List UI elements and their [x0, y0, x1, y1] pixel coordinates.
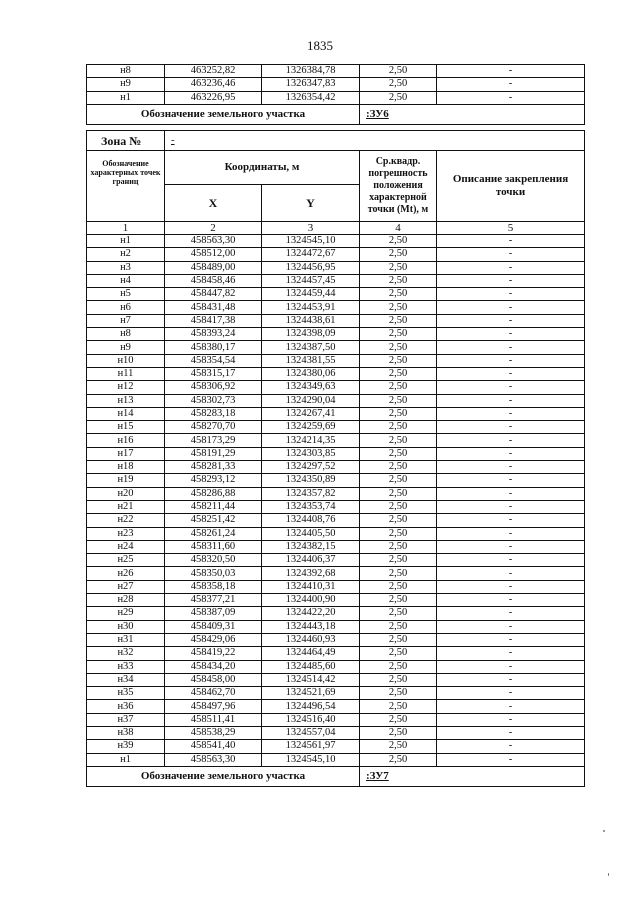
description-cell: -: [437, 687, 585, 700]
point-cell: н34: [87, 673, 165, 686]
error-cell: 2,50: [360, 407, 437, 420]
parcel-designation-label: Обозначение земельного участка: [87, 766, 360, 786]
point-cell: н10: [87, 354, 165, 367]
y-cell: 1326384,78: [262, 65, 360, 78]
error-cell: 2,50: [360, 620, 437, 633]
description-cell: -: [437, 594, 585, 607]
error-cell: 2,50: [360, 514, 437, 527]
x-cell: 458563,30: [165, 235, 262, 248]
description-cell: -: [437, 447, 585, 460]
y-cell: 1324406,37: [262, 554, 360, 567]
scan-speck: [603, 830, 605, 832]
error-cell: 2,50: [360, 248, 437, 261]
error-cell: 2,50: [360, 540, 437, 553]
y-cell: 1326354,42: [262, 91, 360, 104]
description-cell: -: [437, 394, 585, 407]
x-cell: 458293,12: [165, 474, 262, 487]
y-cell: 1324303,85: [262, 447, 360, 460]
description-cell: -: [437, 580, 585, 593]
point-cell: н9: [87, 341, 165, 354]
description-cell: -: [437, 421, 585, 434]
point-cell: н24: [87, 540, 165, 553]
table-row: [87, 726, 585, 739]
description-cell: -: [437, 381, 585, 394]
x-cell: 458315,17: [165, 367, 262, 380]
x-cell: 458393,24: [165, 328, 262, 341]
point-cell: н8: [87, 65, 165, 78]
table-row: [87, 687, 585, 700]
x-cell: 458281,33: [165, 461, 262, 474]
point-cell: н37: [87, 713, 165, 726]
error-cell: 2,50: [360, 687, 437, 700]
table-row: [87, 367, 585, 380]
table-row: [87, 554, 585, 567]
table-row: [87, 447, 585, 460]
x-cell: 458458,46: [165, 274, 262, 287]
scan-speck: [608, 873, 609, 876]
table-row: [87, 620, 585, 633]
error-cell: 2,50: [360, 91, 437, 104]
description-cell: -: [437, 620, 585, 633]
error-cell: 2,50: [360, 474, 437, 487]
x-cell: 458511,41: [165, 713, 262, 726]
point-cell: н21: [87, 500, 165, 513]
y-cell: 1324350,89: [262, 474, 360, 487]
description-cell: -: [437, 474, 585, 487]
y-cell: 1324297,52: [262, 461, 360, 474]
table-row: [87, 248, 585, 261]
description-cell: -: [437, 407, 585, 420]
error-cell: 2,50: [360, 660, 437, 673]
header-coordinates: Координаты, м: [165, 151, 360, 185]
error-cell: 2,50: [360, 500, 437, 513]
y-cell: 1324353,74: [262, 500, 360, 513]
description-cell: -: [437, 753, 585, 766]
description-cell: -: [437, 78, 585, 91]
column-index: 5: [437, 222, 585, 235]
error-cell: 2,50: [360, 647, 437, 660]
y-cell: 1324464,49: [262, 647, 360, 660]
point-cell: н9: [87, 78, 165, 91]
point-cell: н18: [87, 461, 165, 474]
description-cell: -: [437, 514, 585, 527]
y-cell: 1324380,06: [262, 367, 360, 380]
description-cell: -: [437, 367, 585, 380]
table-row: [87, 700, 585, 713]
y-cell: 1324400,90: [262, 594, 360, 607]
table-row: [87, 261, 585, 274]
error-cell: 2,50: [360, 341, 437, 354]
error-cell: 2,50: [360, 567, 437, 580]
parcel-code: :ЗУ7: [360, 766, 585, 786]
point-cell: н17: [87, 447, 165, 460]
table-row: [87, 274, 585, 287]
x-cell: 463252,82: [165, 65, 262, 78]
x-cell: 458417,38: [165, 314, 262, 327]
column-index: 1: [87, 222, 165, 235]
description-cell: -: [437, 647, 585, 660]
column-index: 2: [165, 222, 262, 235]
table-row: [87, 673, 585, 686]
table-row: [87, 461, 585, 474]
description-cell: -: [437, 314, 585, 327]
y-cell: 1324381,55: [262, 354, 360, 367]
x-cell: 458306,92: [165, 381, 262, 394]
error-cell: 2,50: [360, 354, 437, 367]
point-cell: н1: [87, 91, 165, 104]
table-row: [87, 487, 585, 500]
x-cell: 458512,00: [165, 248, 262, 261]
point-cell: н7: [87, 314, 165, 327]
description-cell: -: [437, 633, 585, 646]
point-cell: н6: [87, 301, 165, 314]
parcel-designation-row: [87, 766, 585, 786]
x-cell: 458541,40: [165, 740, 262, 753]
point-cell: н20: [87, 487, 165, 500]
description-cell: -: [437, 461, 585, 474]
description-cell: -: [437, 607, 585, 620]
point-cell: н5: [87, 288, 165, 301]
y-cell: 1324405,50: [262, 527, 360, 540]
table-row: [87, 65, 585, 78]
point-cell: н13: [87, 394, 165, 407]
description-cell: -: [437, 301, 585, 314]
description-cell: -: [437, 341, 585, 354]
error-cell: 2,50: [360, 461, 437, 474]
y-cell: 1324521,69: [262, 687, 360, 700]
y-cell: 1326347,83: [262, 78, 360, 91]
point-cell: н32: [87, 647, 165, 660]
x-cell: 458320,50: [165, 554, 262, 567]
y-cell: 1324514,42: [262, 673, 360, 686]
table-row: [87, 594, 585, 607]
point-cell: н30: [87, 620, 165, 633]
header-description: Описание закрепления точки: [437, 151, 585, 222]
table-row: [87, 607, 585, 620]
x-cell: 458380,17: [165, 341, 262, 354]
point-cell: н26: [87, 567, 165, 580]
header-error: Ср.квадр. погрешность положения характерной точки (Mt), м: [360, 151, 437, 222]
y-cell: 1324457,45: [262, 274, 360, 287]
table-row: [87, 514, 585, 527]
header-y: Y: [262, 185, 360, 222]
table-row: [87, 567, 585, 580]
coordinates-table-continued: [86, 64, 585, 125]
column-index: 4: [360, 222, 437, 235]
table-row: [87, 474, 585, 487]
description-cell: -: [437, 713, 585, 726]
point-cell: н1: [87, 753, 165, 766]
point-cell: н23: [87, 527, 165, 540]
x-cell: 458458,00: [165, 673, 262, 686]
coordinates-table: [86, 130, 585, 787]
table-row: [87, 394, 585, 407]
description-cell: -: [437, 328, 585, 341]
x-cell: 458409,31: [165, 620, 262, 633]
y-cell: 1324438,61: [262, 314, 360, 327]
description-cell: -: [437, 700, 585, 713]
description-cell: -: [437, 434, 585, 447]
description-cell: -: [437, 235, 585, 248]
table-row: [87, 633, 585, 646]
description-cell: -: [437, 673, 585, 686]
y-cell: 1324408,76: [262, 514, 360, 527]
y-cell: 1324472,67: [262, 248, 360, 261]
error-cell: 2,50: [360, 367, 437, 380]
table-row: [87, 434, 585, 447]
point-cell: н39: [87, 740, 165, 753]
x-cell: 463236,46: [165, 78, 262, 91]
description-cell: -: [437, 65, 585, 78]
error-cell: 2,50: [360, 487, 437, 500]
x-cell: 458431,48: [165, 301, 262, 314]
page-number: 1835: [307, 38, 333, 53]
y-cell: 1324422,20: [262, 607, 360, 620]
table-row: [87, 314, 585, 327]
error-cell: 2,50: [360, 726, 437, 739]
point-cell: н8: [87, 328, 165, 341]
error-cell: 2,50: [360, 700, 437, 713]
parcel-designation-label: Обозначение земельного участка: [87, 104, 360, 124]
y-cell: 1324460,93: [262, 633, 360, 646]
x-cell: 458497,96: [165, 700, 262, 713]
point-cell: н36: [87, 700, 165, 713]
y-cell: 1324392,68: [262, 567, 360, 580]
y-cell: 1324453,91: [262, 301, 360, 314]
x-cell: 458270,70: [165, 421, 262, 434]
description-cell: -: [437, 288, 585, 301]
error-cell: 2,50: [360, 78, 437, 91]
table-row: [87, 354, 585, 367]
x-cell: 458387,09: [165, 607, 262, 620]
x-cell: 458286,88: [165, 487, 262, 500]
table-row: [87, 500, 585, 513]
error-cell: 2,50: [360, 261, 437, 274]
description-cell: -: [437, 660, 585, 673]
y-cell: 1324485,60: [262, 660, 360, 673]
y-cell: 1324259,69: [262, 421, 360, 434]
error-cell: 2,50: [360, 740, 437, 753]
description-cell: -: [437, 500, 585, 513]
error-cell: 2,50: [360, 434, 437, 447]
point-cell: н15: [87, 421, 165, 434]
point-cell: н33: [87, 660, 165, 673]
error-cell: 2,50: [360, 274, 437, 287]
parcel-code: :ЗУ6: [360, 104, 585, 124]
x-cell: 458538,29: [165, 726, 262, 739]
x-cell: 458173,29: [165, 434, 262, 447]
x-cell: 458377,21: [165, 594, 262, 607]
table-row: [87, 580, 585, 593]
y-cell: 1324516,40: [262, 713, 360, 726]
x-cell: 458434,20: [165, 660, 262, 673]
y-cell: 1324545,10: [262, 235, 360, 248]
table-row: [87, 381, 585, 394]
error-cell: 2,50: [360, 394, 437, 407]
y-cell: 1324387,50: [262, 341, 360, 354]
point-cell: н14: [87, 407, 165, 420]
y-cell: 1324557,04: [262, 726, 360, 739]
error-cell: 2,50: [360, 554, 437, 567]
table-row: [87, 328, 585, 341]
error-cell: 2,50: [360, 594, 437, 607]
description-cell: -: [437, 91, 585, 104]
y-cell: 1324382,15: [262, 540, 360, 553]
description-cell: -: [437, 740, 585, 753]
error-cell: 2,50: [360, 421, 437, 434]
y-cell: 1324349,63: [262, 381, 360, 394]
y-cell: 1324398,09: [262, 328, 360, 341]
x-cell: 458191,29: [165, 447, 262, 460]
point-cell: н4: [87, 274, 165, 287]
table-row: [87, 753, 585, 766]
x-cell: 458283,18: [165, 407, 262, 420]
y-cell: 1324267,41: [262, 407, 360, 420]
description-cell: -: [437, 354, 585, 367]
point-cell: н12: [87, 381, 165, 394]
column-index: 3: [262, 222, 360, 235]
y-cell: 1324456,95: [262, 261, 360, 274]
x-cell: 458261,24: [165, 527, 262, 540]
y-cell: 1324290,04: [262, 394, 360, 407]
point-cell: н3: [87, 261, 165, 274]
y-cell: 1324459,44: [262, 288, 360, 301]
error-cell: 2,50: [360, 633, 437, 646]
table-row: [87, 235, 585, 248]
table-row: [87, 713, 585, 726]
error-cell: 2,50: [360, 607, 437, 620]
y-cell: 1324545,10: [262, 753, 360, 766]
description-cell: -: [437, 261, 585, 274]
description-cell: -: [437, 274, 585, 287]
description-cell: -: [437, 527, 585, 540]
y-cell: 1324357,82: [262, 487, 360, 500]
point-cell: н1: [87, 235, 165, 248]
error-cell: 2,50: [360, 301, 437, 314]
description-cell: -: [437, 554, 585, 567]
x-cell: 458358,18: [165, 580, 262, 593]
point-cell: н11: [87, 367, 165, 380]
y-cell: 1324443,18: [262, 620, 360, 633]
error-cell: 2,50: [360, 328, 437, 341]
error-cell: 2,50: [360, 65, 437, 78]
point-cell: н27: [87, 580, 165, 593]
x-cell: 458350,03: [165, 567, 262, 580]
error-cell: 2,50: [360, 447, 437, 460]
header-x: X: [165, 185, 262, 222]
point-cell: н31: [87, 633, 165, 646]
y-cell: 1324496,54: [262, 700, 360, 713]
error-cell: 2,50: [360, 580, 437, 593]
error-cell: 2,50: [360, 713, 437, 726]
column-index-row: [87, 222, 585, 235]
error-cell: 2,50: [360, 527, 437, 540]
description-cell: -: [437, 567, 585, 580]
x-cell: 458429,06: [165, 633, 262, 646]
table-row: [87, 288, 585, 301]
y-cell: 1324214,35: [262, 434, 360, 447]
point-cell: н19: [87, 474, 165, 487]
table-row: [87, 540, 585, 553]
x-cell: 458462,70: [165, 687, 262, 700]
point-cell: н22: [87, 514, 165, 527]
point-cell: н16: [87, 434, 165, 447]
description-cell: -: [437, 726, 585, 739]
table-row: [87, 527, 585, 540]
x-cell: 458563,30: [165, 753, 262, 766]
zone-value: -: [165, 131, 585, 151]
point-cell: н38: [87, 726, 165, 739]
header-point: Обозначение характерных точек границ: [87, 151, 165, 222]
x-cell: 458447,82: [165, 288, 262, 301]
description-cell: -: [437, 487, 585, 500]
description-cell: -: [437, 540, 585, 553]
point-cell: н2: [87, 248, 165, 261]
table-row: [87, 421, 585, 434]
x-cell: 463226,95: [165, 91, 262, 104]
error-cell: 2,50: [360, 288, 437, 301]
table-row: [87, 407, 585, 420]
description-cell: -: [437, 248, 585, 261]
parcel-designation-row: [87, 104, 585, 124]
point-cell: н28: [87, 594, 165, 607]
table-row: [87, 301, 585, 314]
table-row: [87, 647, 585, 660]
x-cell: 458354,54: [165, 354, 262, 367]
error-cell: 2,50: [360, 753, 437, 766]
x-cell: 458302,73: [165, 394, 262, 407]
table-row: [87, 78, 585, 91]
table-row: [87, 91, 585, 104]
y-cell: 1324410,31: [262, 580, 360, 593]
x-cell: 458251,42: [165, 514, 262, 527]
table-row: [87, 660, 585, 673]
table-row: [87, 740, 585, 753]
x-cell: 458211,44: [165, 500, 262, 513]
x-cell: 458489,00: [165, 261, 262, 274]
zone-label: Зона №: [87, 131, 165, 151]
zone-row: [87, 131, 585, 151]
y-cell: 1324561,97: [262, 740, 360, 753]
point-cell: н29: [87, 607, 165, 620]
error-cell: 2,50: [360, 381, 437, 394]
error-cell: 2,50: [360, 673, 437, 686]
x-cell: 458419,22: [165, 647, 262, 660]
table-row: [87, 341, 585, 354]
point-cell: н25: [87, 554, 165, 567]
point-cell: н35: [87, 687, 165, 700]
x-cell: 458311,60: [165, 540, 262, 553]
error-cell: 2,50: [360, 314, 437, 327]
error-cell: 2,50: [360, 235, 437, 248]
